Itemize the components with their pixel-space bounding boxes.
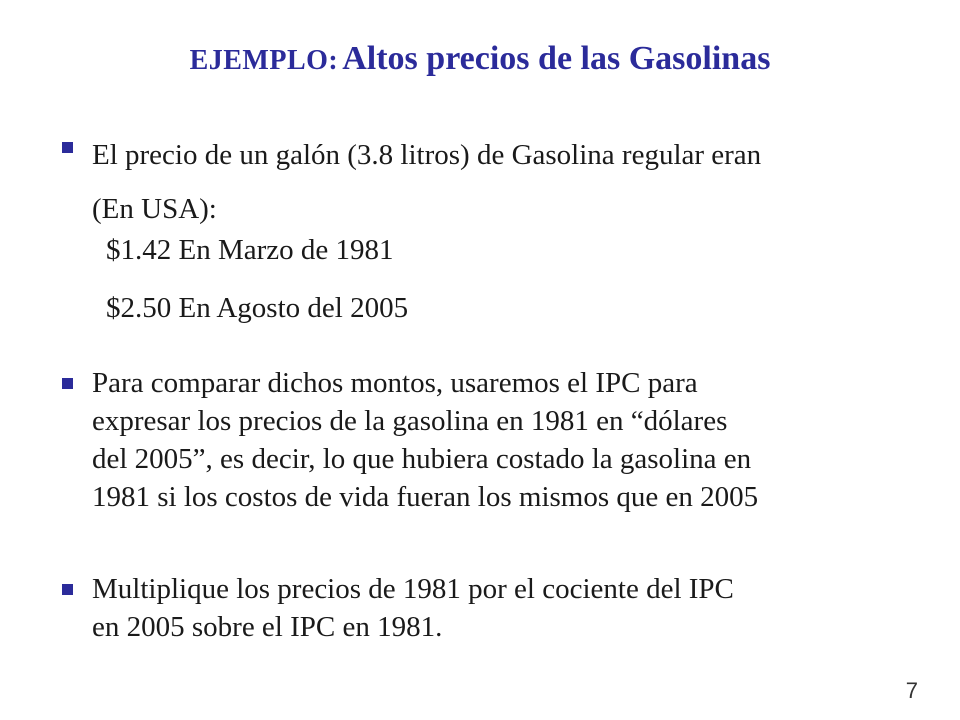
bullet-text — [92, 128, 932, 236]
square-bullet-icon — [62, 584, 73, 595]
bullet-text — [92, 364, 932, 516]
bullet-line: Multiplique los precios de 1981 por el cociente del IPC — [92, 573, 734, 605]
page-number: 7 — [905, 678, 918, 703]
bullet-text — [92, 570, 932, 646]
bullet-line: (En USA): — [92, 193, 217, 225]
bullet-line: Para comparar dichos montos, usaremos el IPC para — [92, 367, 698, 399]
price-2005: $2.50 En Agosto del 2005 — [106, 292, 409, 324]
title-main: Altos precios de las Gasolinas — [342, 40, 771, 77]
slide-title — [0, 40, 960, 78]
title-kicker: EJEMPLO: — [189, 45, 339, 76]
bullet-line: expresar los precios de la gasolina en 1981 en “dólares — [92, 405, 728, 437]
bullet-line: El precio de un galón (3.8 litros) de Gasolina regular eran — [92, 139, 762, 171]
bullet-line: en 2005 sobre el IPC en 1981. — [92, 611, 443, 643]
square-bullet-icon — [62, 142, 73, 153]
bullet-line: 1981 si los costos de vida fueran los mismos que en 2005 — [92, 481, 759, 513]
square-bullet-icon — [62, 378, 73, 389]
price-1981: $1.42 En Marzo de 1981 — [106, 234, 394, 266]
bullet-line: del 2005”, es decir, lo que hubiera costado la gasolina en — [92, 443, 752, 475]
